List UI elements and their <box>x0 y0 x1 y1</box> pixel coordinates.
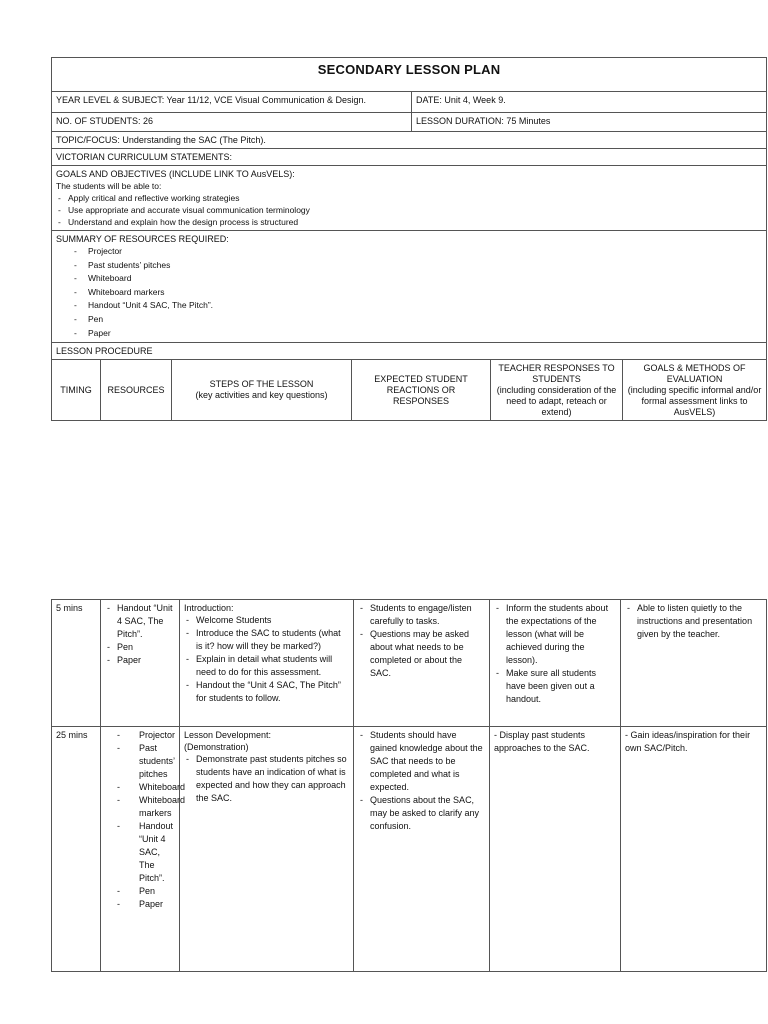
resource-item: - Pen <box>56 313 762 327</box>
expected-list <box>358 602 485 680</box>
expected-header-label: EXPECTED STUDENT REACTIONS OR RESPONSES <box>374 373 468 406</box>
list-item: - Whiteboard markers <box>105 794 175 820</box>
steps-title: Lesson Development: <box>184 730 272 740</box>
timing-cell: 25 mins <box>52 727 101 972</box>
list-item: - Demonstrate past students pitches so students have an indication of what is expected and how they can approach the SAC. <box>184 753 349 805</box>
resource-item: - Paper <box>56 327 762 341</box>
students-count-field: NO. OF STUDENTS: 26 <box>52 113 412 132</box>
steps-cell <box>180 600 354 727</box>
goal-item: - Apply critical and reflective working strategies <box>56 192 762 204</box>
row-resources-list <box>105 729 186 911</box>
topic-field: TOPIC/FOCUS: Understanding the SAC (The Pitch). <box>52 132 767 149</box>
teacher-list <box>494 602 616 706</box>
lesson-procedure-table <box>51 599 767 972</box>
list-item: - Past students’ pitches <box>105 742 175 781</box>
resource-item: - Whiteboard markers <box>56 286 762 300</box>
year-level-field: YEAR LEVEL & SUBJECT: Year 11/12, VCE Visual Communication & Design. <box>52 92 412 113</box>
goals-cell <box>621 600 767 727</box>
list-item: - Students should have gained knowledge about the SAC that needs to be completed and what is expected. <box>358 729 485 794</box>
goals-cell: - Gain ideas/inspiration for their own SAC/Pitch. <box>621 727 767 972</box>
date-field: DATE: Unit 4, Week 9. <box>412 92 767 113</box>
list-item: - Pen <box>105 641 175 654</box>
resource-item: - Whiteboard <box>56 272 762 286</box>
list-item: - Paper <box>105 898 175 911</box>
column-header-resources: RESOURCES <box>101 360 172 421</box>
resources-heading: SUMMARY OF RESOURCES REQUIRED: <box>56 234 229 244</box>
steps-header-label: STEPS OF THE LESSON <box>209 379 314 390</box>
list-item: - Whiteboard <box>105 781 175 794</box>
table-row <box>52 727 767 972</box>
list-item: - Handout “Unit 4 SAC, The Pitch”. <box>105 820 175 885</box>
column-header-steps <box>172 360 352 421</box>
goals-list <box>56 192 762 228</box>
resources-cell <box>101 727 186 972</box>
steps-header-sub: (key activities and key questions) <box>195 390 328 401</box>
column-header-timing: TIMING <box>52 360 101 421</box>
teacher-cell <box>490 600 621 727</box>
column-header-teacher <box>491 360 623 421</box>
table-row <box>52 600 767 727</box>
list-item: - Projector <box>105 729 175 742</box>
resource-item: - Projector <box>56 245 762 259</box>
list-item: - Pen <box>105 885 175 898</box>
goals-section <box>52 166 767 231</box>
teacher-header-label: TEACHER RESPONSES TO STUDENTS <box>498 362 615 384</box>
goals-heading: GOALS AND OBJECTIVES (INCLUDE LINK TO AusVELS): <box>56 169 295 179</box>
resources-cell <box>101 600 180 727</box>
list-item: - Paper <box>105 654 175 667</box>
list-item: - Able to listen quietly to the instructions and presentation given by the teacher. <box>625 602 762 641</box>
list-item: - Handout “Unit 4 SAC, The Pitch”. <box>105 602 175 641</box>
lesson-duration-field: LESSON DURATION: 75 Minutes <box>412 113 767 132</box>
goal-item: - Use appropriate and accurate visual communication terminology <box>56 204 762 216</box>
resources-section <box>52 231 767 343</box>
list-item: - Students to engage/listen carefully to tasks. <box>358 602 485 628</box>
list-item: - Inform the students about the expectations of the lesson (what will be achieved during the lesson). <box>494 602 616 667</box>
goals-header-sub: (including specific informal and/or formal assessment links to AusVELS) <box>627 384 762 417</box>
steps-list <box>184 753 349 805</box>
expected-list <box>358 729 485 833</box>
page-title: SECONDARY LESSON PLAN <box>52 58 767 92</box>
list-item: - Questions may be asked about what needs to be completed or about the SAC. <box>358 628 485 680</box>
column-header-goals <box>623 360 767 421</box>
resource-item: - Past students’ pitches <box>56 259 762 273</box>
list-item: - Explain in detail what students will need to do for this assessment. <box>184 653 349 679</box>
steps-cell <box>180 727 354 972</box>
curriculum-field: VICTORIAN CURRICULUM STATEMENTS: <box>52 149 767 166</box>
goals-header-label: GOALS & METHODS OF EVALUATION <box>643 362 746 384</box>
goals-intro: The students will be able to: <box>56 181 162 191</box>
list-item: - Handout the “Unit 4 SAC, The Pitch” for students to follow. <box>184 679 349 705</box>
expected-cell <box>354 727 490 972</box>
timing-cell: 5 mins <box>52 600 101 727</box>
list-item: - Make sure all students have been given out a handout. <box>494 667 616 706</box>
teacher-cell: - Display past students approaches to the SAC. <box>490 727 621 972</box>
teacher-header-sub: (including consideration of the need to adapt, reteach or extend) <box>496 384 617 417</box>
resources-list <box>56 245 762 340</box>
goals-eval-list <box>625 602 762 641</box>
resource-item: - Handout “Unit 4 SAC, The Pitch”. <box>56 299 762 313</box>
list-item: - Introduce the SAC to students (what is it? how will they be marked?) <box>184 627 349 653</box>
steps-list <box>184 614 349 705</box>
column-header-expected <box>352 360 491 421</box>
procedure-heading: LESSON PROCEDURE <box>52 343 767 360</box>
row-resources-list <box>105 602 175 667</box>
expected-cell <box>354 600 490 727</box>
goal-item: - Understand and explain how the design process is structured <box>56 216 762 228</box>
steps-subtitle: (Demonstration) <box>184 742 249 752</box>
list-item: - Questions about the SAC, may be asked to clarify any confusion. <box>358 794 485 833</box>
lesson-plan-header-table <box>51 57 767 421</box>
list-item: - Welcome Students <box>184 614 349 627</box>
steps-title: Introduction: <box>184 603 234 613</box>
